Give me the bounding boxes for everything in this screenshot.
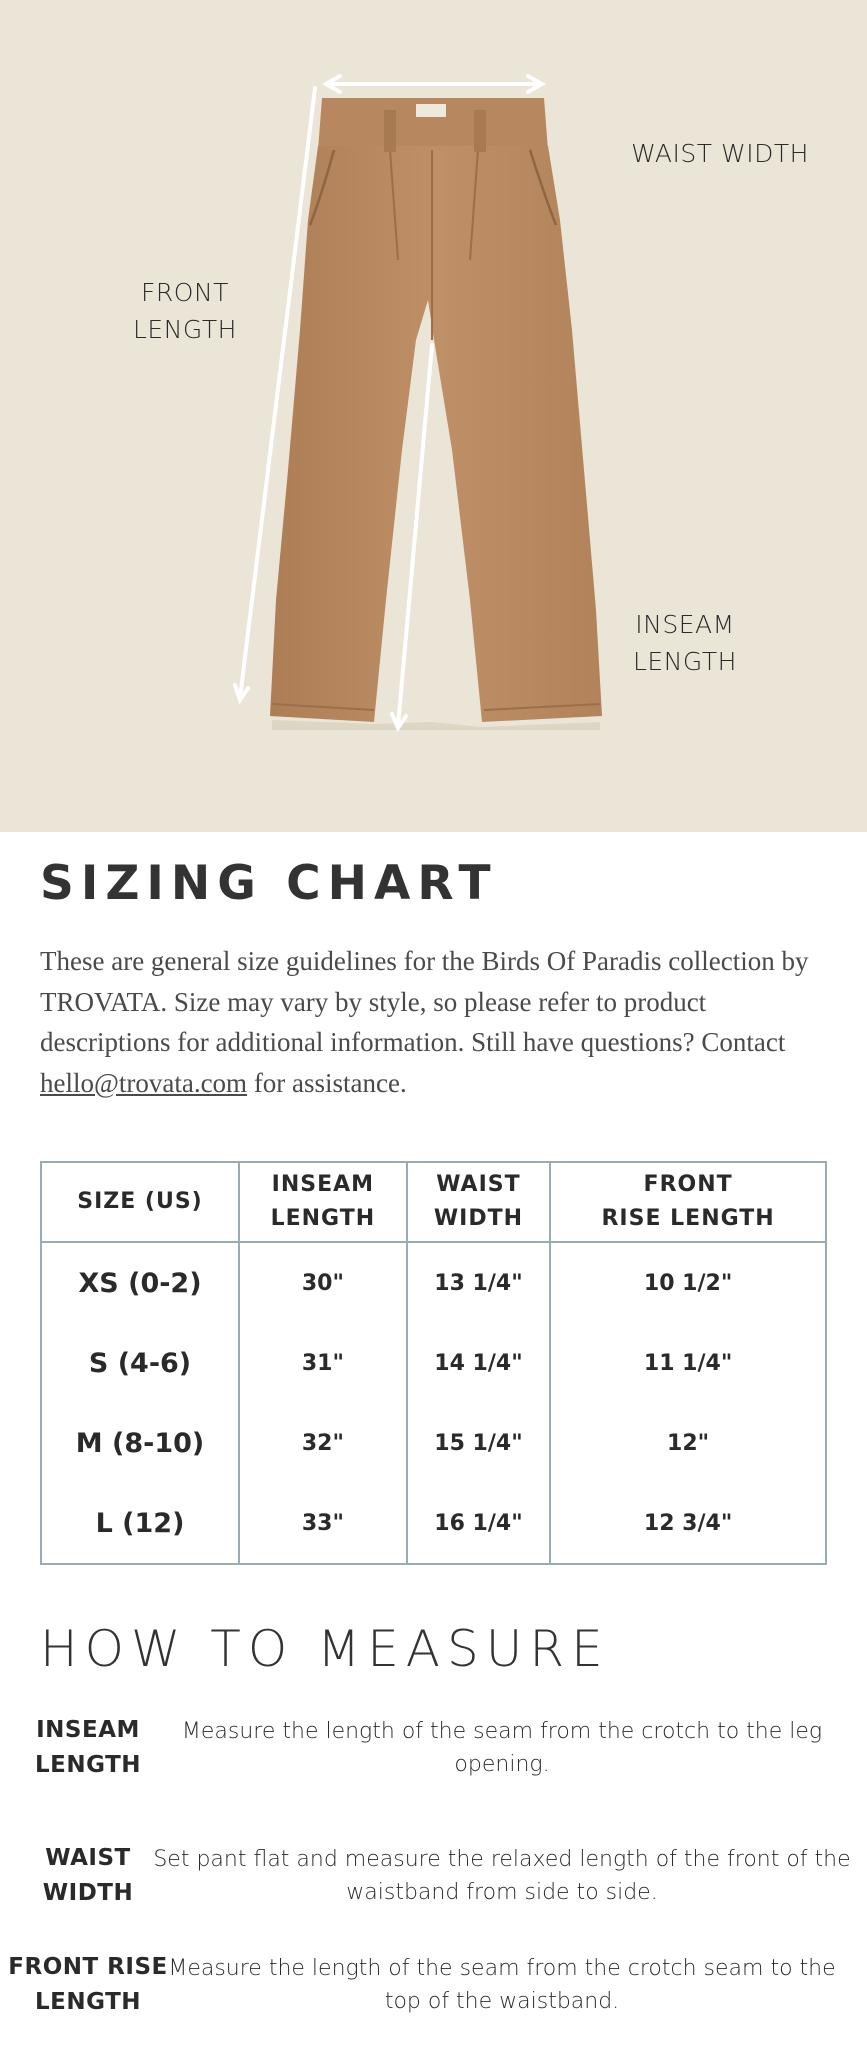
intro-suffix: for assistance. [253,1067,407,1098]
measure-item-waist [0,1841,867,1921]
sizing-table-header-row [41,1162,826,1242]
header-front-rise-line1: FRONT [643,1172,733,1197]
sizing-chart-title: SIZING CHART [40,856,498,911]
header-waist-line2: WIDTH [433,1206,524,1231]
header-inseam-line1: INSEAM [271,1172,375,1197]
measure-desc-line1: Set pant flat and measure the relaxed length of the front of the [153,1847,851,1872]
measure-term [0,1841,176,1911]
measure-description [152,1715,852,1781]
measure-term [0,1713,176,1783]
measure-desc-line1: Measure the length of the seam from the crotch seam to the [168,1956,836,1981]
size-cell: M (8-10) [41,1403,239,1483]
measure-description [152,1843,852,1909]
front-length-label-line1: FRONT [141,278,229,307]
inseam-cell: 32" [239,1403,407,1483]
sizing-intro-text [40,941,840,1103]
waist-cell: 15 1/4" [407,1403,550,1483]
sizing-table [40,1161,827,1565]
header-waist-line1: WAIST [436,1172,521,1197]
size-cell: L (12) [41,1483,239,1564]
contact-email-link[interactable]: hello@trovata.com [40,1067,248,1098]
header-inseam-line2: LENGTH [270,1206,376,1231]
waist-cell: 14 1/4" [407,1323,550,1403]
inseam-length-label [610,606,760,680]
product-hero-image [0,0,867,832]
table-row [41,1323,826,1403]
front-rise-cell: 12" [550,1403,826,1483]
table-row [41,1483,826,1564]
size-cell: XS (0-2) [41,1242,239,1323]
inseam-length-label-line2: LENGTH [633,647,737,676]
measure-desc-line1: Measure the length of the seam from the crotch to the leg [181,1719,823,1744]
front-rise-cell: 10 1/2" [550,1242,826,1323]
measure-term-line2: WIDTH [42,1880,134,1906]
waist-width-label: WAIST WIDTH [631,139,809,168]
size-cell: S (4-6) [41,1323,239,1403]
table-row [41,1242,826,1323]
inseam-cell: 33" [239,1483,407,1564]
trousers-illustration [0,0,867,832]
header-size-us [41,1162,239,1242]
front-rise-cell: 11 1/4" [550,1323,826,1403]
header-front-rise-line2: RISE LENGTH [601,1206,775,1231]
header-inseam-length [239,1162,407,1242]
how-to-measure-title: HOW TO MEASURE [40,1620,610,1678]
measure-term-line1: WAIST [45,1845,131,1871]
table-row [41,1403,826,1483]
header-size-us-text: SIZE (US) [77,1189,203,1214]
inseam-cell: 31" [239,1323,407,1403]
measure-term-line1: INSEAM [36,1717,140,1743]
measure-term-line1: FRONT RISE [8,1954,168,1980]
intro-body: These are general size guidelines for the Birds Of Paradis collection by TROVATA. Size may vary by style, so please refer to product descriptions for additional information. Still have questions? Contact [40,946,809,1057]
header-waist-width [407,1162,550,1242]
measure-description [152,1952,852,2018]
waist-cell: 13 1/4" [407,1242,550,1323]
waist-cell: 16 1/4" [407,1483,550,1564]
header-front-rise-length [550,1162,826,1242]
measure-term-line2: LENGTH [34,1752,142,1778]
measure-item-inseam [0,1713,867,1793]
measure-item-front-rise [0,1950,867,2030]
inseam-length-label-line1: INSEAM [635,610,735,639]
front-length-label-line2: LENGTH [133,315,237,344]
measure-term [0,1950,176,2020]
measure-desc-line2: top of the waistband. [384,1989,620,2014]
front-rise-cell: 12 3/4" [550,1483,826,1564]
front-length-label [110,274,260,348]
measure-desc-line2: waistband from side to side. [346,1880,658,1905]
measure-term-line2: LENGTH [34,1989,142,2015]
inseam-cell: 30" [239,1242,407,1323]
measure-desc-line2: opening. [454,1752,550,1777]
